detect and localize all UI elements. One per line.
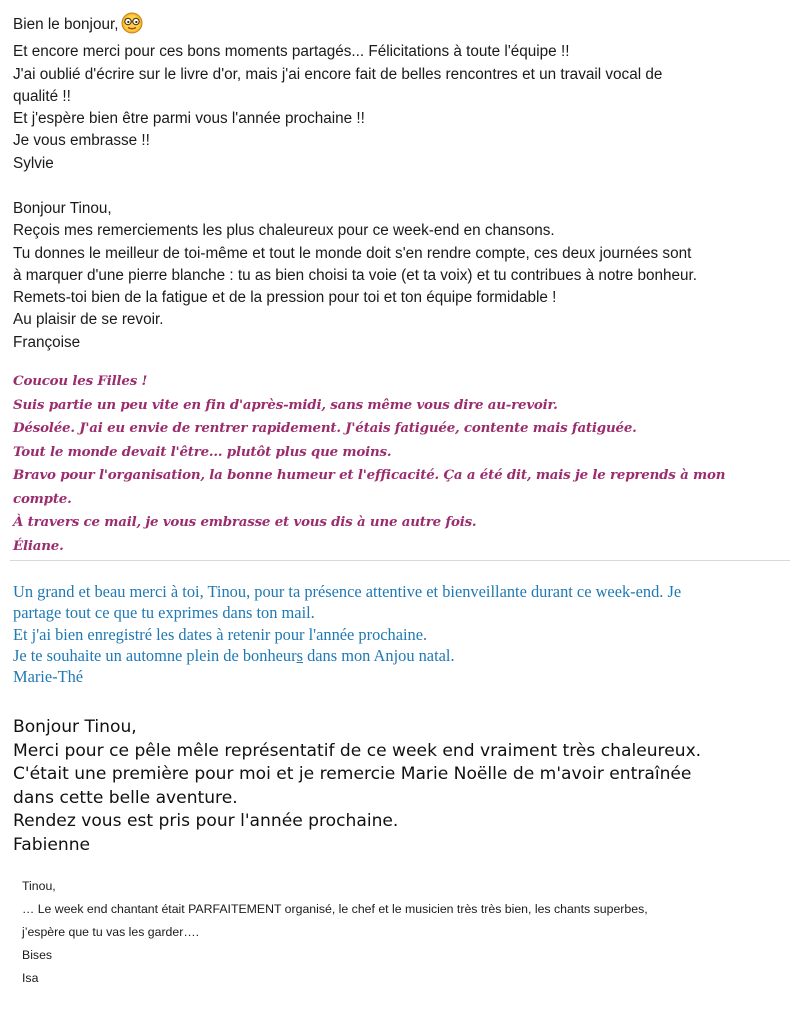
text-line: Au plaisir de se revoir.	[13, 311, 164, 329]
greeting-line: Bonjour Tinou,	[13, 200, 112, 217]
text-line: compte.	[13, 490, 72, 507]
text-line: Reçois mes remerciements les plus chaleureux pour ce week-end en chansons.	[13, 222, 555, 240]
text-line: dans cette belle aventure.	[13, 787, 238, 808]
text-line: Merci pour ce pêle mêle représentatif de ce week end vraiment très chaleureux.	[13, 740, 702, 761]
signature: Isa	[22, 971, 39, 985]
text-line: Et j'ai bien enregistré les dates à retenir pour l'année prochaine.	[13, 624, 428, 644]
greeting-line: Bonjour Tinou,	[13, 717, 137, 737]
text-line: Tu donnes le meilleur de toi-même et tout le monde doit s'en rendre compte, ces deux journées sont	[13, 244, 692, 262]
signature: Éliane.	[13, 537, 64, 554]
smiley-glasses-icon	[120, 12, 144, 41]
text-line: Et encore merci pour ces bons moments partagés... Félicitations à toute l'équipe !!	[13, 43, 570, 61]
text-line: Bises	[22, 948, 53, 962]
greeting-line: Coucou les Filles !	[13, 373, 148, 389]
text-line: qualité !!	[13, 87, 71, 105]
text-line: Remets-toi bien de la fatigue et de la pression pour toi et ton équipe formidable !	[13, 289, 557, 307]
text-line: À travers ce mail, je vous embrasse et vous dis à une autre fois.	[13, 514, 477, 530]
text-line: Rendez vous est pris pour l'année prochaine.	[13, 811, 399, 832]
text-line: Bravo pour l'organisation, la bonne humeur et l'efficacité. Ça a été dit, mais je le reprends à mon	[13, 467, 726, 483]
text-line: C'était une première pour moi et je remercie Marie Noëlle de m'avoir entraînée	[13, 764, 692, 785]
text-line: Tout le monde devait l'être... plutôt plus que moins.	[13, 443, 392, 460]
message-marie-the	[13, 581, 681, 687]
message-fabienne	[13, 716, 701, 858]
message-eliane	[13, 370, 725, 558]
message-francoise	[13, 198, 697, 354]
greeting-line: Bien le bonjour,	[13, 12, 662, 41]
text-line: … Le week end chantant était PARFAITEMENT organisé, le chef et le musicien très très bien, les chants superbes,	[22, 902, 648, 916]
signature: Sylvie	[13, 154, 54, 172]
text-line: Et j'espère bien être parmi vous l'année prochaine !!	[13, 110, 365, 128]
signature: Françoise	[13, 333, 81, 351]
message-sylvie	[13, 12, 662, 175]
text-line: partage tout ce que tu exprimes dans ton mail.	[13, 603, 315, 623]
text-line: Je te souhaite un automne plein de bonheurs dans mon Anjou natal.	[13, 645, 455, 665]
text-line: j’espère que tu vas les garder….	[22, 925, 200, 939]
text-line: Suis partie un peu vite en fin d'après-midi, sans même vous dire au-revoir.	[13, 396, 558, 413]
divider	[10, 560, 790, 561]
signature: Fabienne	[13, 834, 91, 855]
text-line: J'ai oublié d'écrire sur le livre d'or, mais j'ai encore fait de belles rencontres et un travail vocal de	[13, 65, 663, 83]
signature: Marie-Thé	[13, 667, 84, 687]
text-line: Un grand et beau merci à toi, Tinou, pour ta présence attentive et bienveillante durant ce week-end. Je	[13, 582, 682, 601]
greeting-line: Tinou,	[22, 879, 56, 893]
text-line: Je vous embrasse !!	[13, 132, 150, 150]
message-isa	[22, 875, 648, 990]
text-line: Désolée. J'ai eu envie de rentrer rapidement. J'étais fatiguée, contente mais fatiguée.	[13, 420, 637, 436]
text-line: à marquer d'une pierre blanche : tu as bien choisi ta voie (et ta voix) et tu contribues à notre bonheur.	[13, 266, 698, 284]
